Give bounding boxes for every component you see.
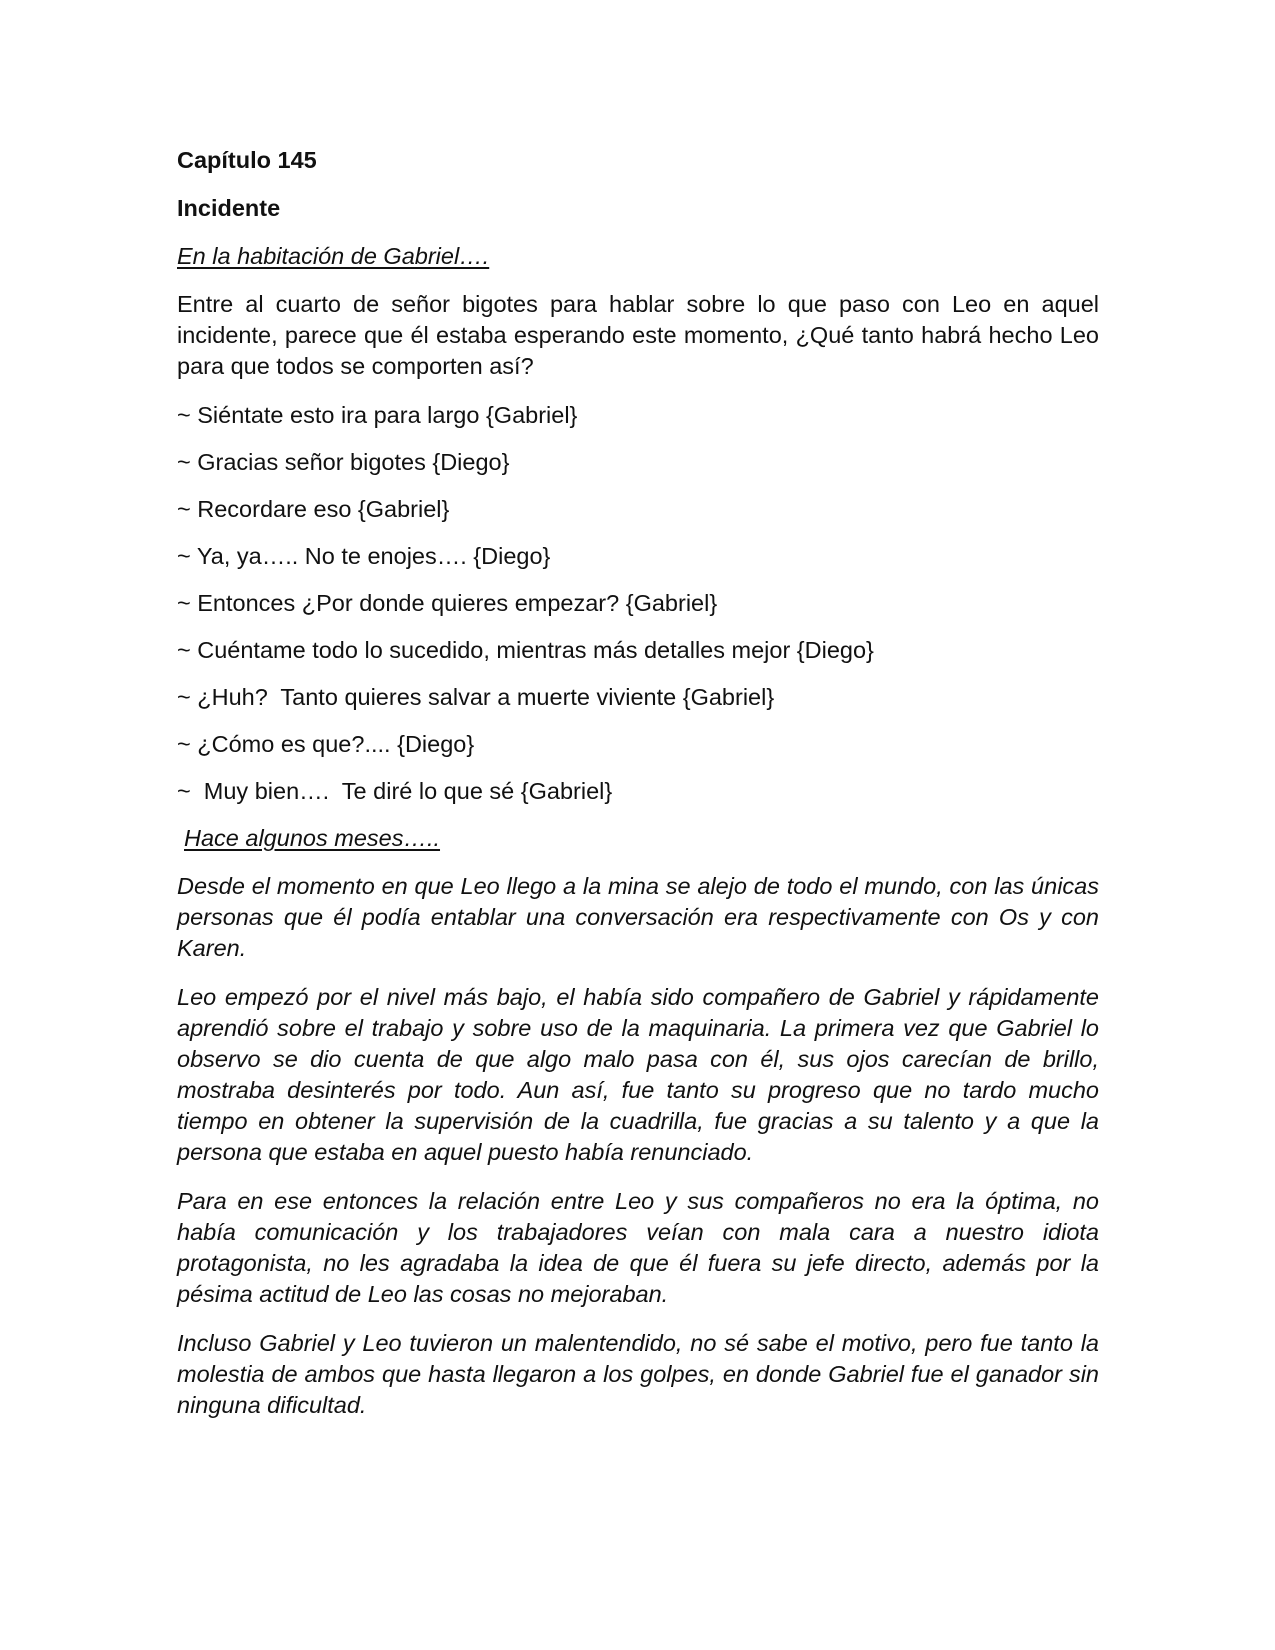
dialogue-line: ~ Cuéntame todo lo sucedido, mientras más detalles mejor {Diego} xyxy=(177,637,874,663)
dialogue-line: ~ Gracias señor bigotes {Diego} xyxy=(177,449,510,475)
chapter-subtitle: Incidente xyxy=(177,195,281,221)
dialogue-line: ~ Muy bien…. Te diré lo que sé {Gabriel} xyxy=(177,778,613,804)
flashback-paragraph: Incluso Gabriel y Leo tuvieron un malentendido, no sé sabe el motivo, pero fue tanto la molestia de ambos que hasta llegaron a los golpes, en donde Gabriel fue el ganador sin ninguna dificultad. xyxy=(177,1330,1099,1418)
flashback-paragraph: Para en ese entonces la relación entre Leo y sus compañeros no era la óptima, no había comunicación y los trabajadores veían con mala cara a nuestro idiota protagonista, no les agradaba la idea de que él fuera su jefe directo, además por la pésima actitud de Leo las cosas no mejoraban. xyxy=(177,1188,1099,1307)
dialogue-line: ~ Entonces ¿Por donde quieres empezar? {Gabriel} xyxy=(177,590,718,616)
dialogue-line: ~ ¿Huh? Tanto quieres salvar a muerte viviente {Gabriel} xyxy=(177,684,775,710)
flashback-paragraph: Leo empezó por el nivel más bajo, el había sido compañero de Gabriel y rápidamente aprendió sobre el trabajo y sobre uso de la maquinaria. La primera vez que Gabriel lo observo se dio cuenta de que algo malo pasa con él, sus ojos carecían de brillo, mostraba desinterés por todo. Aun así, fue tanto su progreso que no tardo mucho tiempo en obtener la supervisión de la cuadrilla, fue gracias a su talento y a que la persona que estaba en aquel puesto había renunciado. xyxy=(177,984,1099,1165)
scene-heading-flashback: Hace algunos meses….. xyxy=(184,825,441,851)
intro-paragraph: Entre al cuarto de señor bigotes para hablar sobre lo que paso con Leo en aquel incidente, parece que él estaba esperando este momento, ¿Qué tanto habrá hecho Leo para que todos se comporten así? xyxy=(177,291,1099,379)
flashback-paragraph: Desde el momento en que Leo llego a la mina se alejo de todo el mundo, con las únicas personas que él podía entablar una conversación era respectivamente con Os y con Karen. xyxy=(177,873,1099,961)
dialogue-line: ~ Recordare eso {Gabriel} xyxy=(177,496,450,522)
scene-heading-room: En la habitación de Gabriel…. xyxy=(177,243,490,269)
dialogue-line: ~ ¿Cómo es que?.... {Diego} xyxy=(177,731,475,757)
dialogue-line: ~ Ya, ya….. No te enojes…. {Diego} xyxy=(177,543,551,569)
chapter-title: Capítulo 145 xyxy=(177,147,317,173)
dialogue-line: ~ Siéntate esto ira para largo {Gabriel} xyxy=(177,402,578,428)
dialogue-list xyxy=(177,400,1099,807)
document-page xyxy=(177,145,1099,1439)
